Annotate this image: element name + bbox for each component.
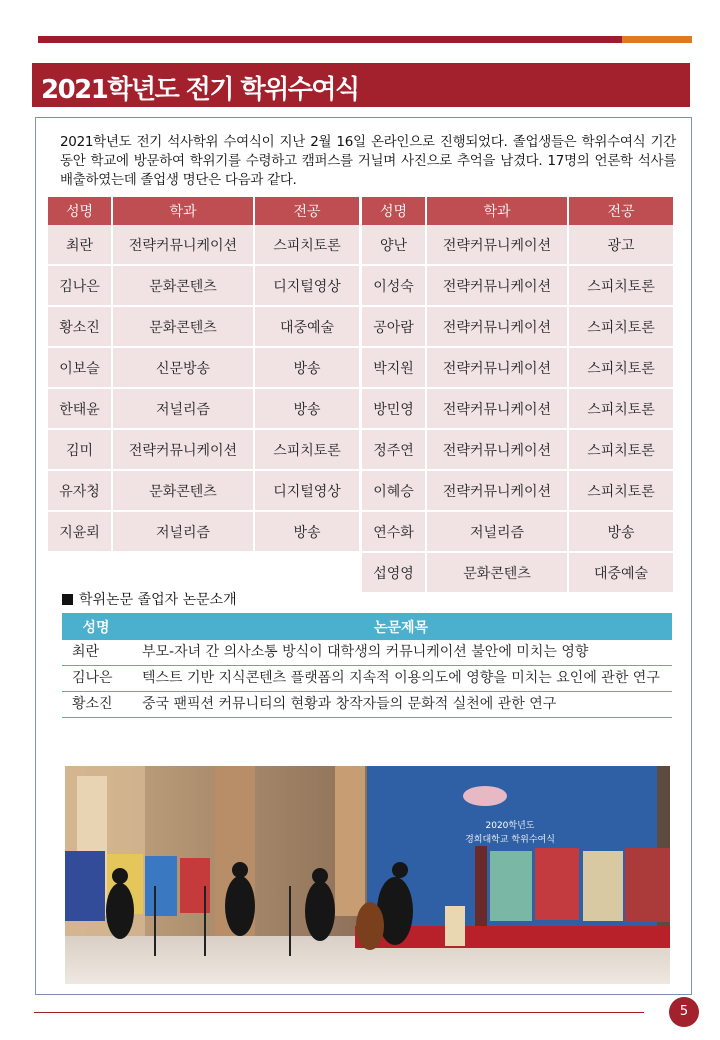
graduate-department: 전략커뮤니케이션: [427, 225, 569, 266]
graduate-department: 문화콘텐츠: [427, 553, 569, 594]
graduate-row: [48, 266, 359, 307]
graduate-major: 스피치토론: [569, 389, 673, 430]
graduate-name: 지윤뢰: [48, 512, 113, 553]
thesis-title: 부모-자녀 간 의사소통 방식이 대학생의 커뮤니케이션 불안에 미치는 영향: [130, 640, 672, 666]
graduate-major: 광고: [569, 225, 673, 266]
graduate-department: 신문방송: [113, 348, 255, 389]
column-header-name: 성명: [362, 197, 427, 225]
column-header-department: 학과: [113, 197, 255, 225]
thesis-header-row: [62, 613, 672, 640]
graduate-department: 전략커뮤니케이션: [427, 389, 569, 430]
graduate-name: 한태윤: [48, 389, 113, 430]
graduates-header-row: [48, 197, 359, 225]
graduate-major: 방송: [255, 389, 359, 430]
graduate-row: [362, 266, 673, 307]
graduate-major: 스피치토론: [255, 430, 359, 471]
graduate-major: 방송: [569, 512, 673, 553]
graduate-name: 양난: [362, 225, 427, 266]
thesis-author: 황소진: [62, 692, 130, 718]
graduate-name: 이보슬: [48, 348, 113, 389]
graduate-department: 전략커뮤니케이션: [113, 430, 255, 471]
graduate-row: [48, 389, 359, 430]
graduate-name: 박지원: [362, 348, 427, 389]
graduate-row: [362, 389, 673, 430]
graduate-department: 전략커뮤니케이션: [427, 430, 569, 471]
graduate-row: [48, 471, 359, 512]
graduate-major: 대중예술: [255, 307, 359, 348]
graduate-name: 섭영영: [362, 553, 427, 594]
page-number-badge: 5: [669, 997, 699, 1027]
graduates-header-row: [362, 197, 673, 225]
graduate-major: 스피치토론: [255, 225, 359, 266]
top-rule: [38, 36, 622, 43]
graduate-row: [48, 225, 359, 266]
graduates-table-left: [48, 197, 359, 553]
graduate-name: 방민영: [362, 389, 427, 430]
graduate-row: [362, 553, 673, 594]
column-header-department: 학과: [427, 197, 569, 225]
graduate-row: [48, 512, 359, 553]
graduate-row: [362, 430, 673, 471]
graduate-department: 문화콘텐츠: [113, 471, 255, 512]
graduate-major: 디지털영상: [255, 266, 359, 307]
graduate-major: 스피치토론: [569, 266, 673, 307]
thesis-table: [62, 613, 672, 718]
graduate-major: 스피치토론: [569, 430, 673, 471]
square-bullet-icon: [62, 594, 73, 605]
graduate-row: [48, 307, 359, 348]
thesis-author: 김나은: [62, 666, 130, 692]
graduate-row: [48, 348, 359, 389]
graduate-department: 전략커뮤니케이션: [113, 225, 255, 266]
graduate-row: [362, 307, 673, 348]
graduate-major: 방송: [255, 512, 359, 553]
graduate-name: 김미: [48, 430, 113, 471]
graduate-name: 정주연: [362, 430, 427, 471]
graduate-name: 이성숙: [362, 266, 427, 307]
column-header-name: 성명: [48, 197, 113, 225]
graduate-department: 전략커뮤니케이션: [427, 471, 569, 512]
thesis-title: 중국 팬픽션 커뮤니티의 현황과 창작자들의 문화적 실천에 관한 연구: [130, 692, 672, 718]
graduate-department: 전략커뮤니케이션: [427, 307, 569, 348]
graduate-name: 이혜승: [362, 471, 427, 512]
photo-banner-title: 경희대학교 학위수여식: [465, 835, 555, 845]
thesis-header-title: 논문제목: [130, 613, 672, 640]
graduate-department: 문화콘텐츠: [113, 307, 255, 348]
graduate-department: 저널리즘: [113, 512, 255, 553]
graduate-major: 방송: [255, 348, 359, 389]
column-header-major: 전공: [255, 197, 359, 225]
graduate-row: [362, 348, 673, 389]
thesis-row: [62, 640, 672, 666]
thesis-section-label: 학위논문 졸업자 논문소개: [79, 592, 237, 608]
graduate-major: 대중예술: [569, 553, 673, 594]
graduate-department: 전략커뮤니케이션: [427, 348, 569, 389]
column-header-major: 전공: [569, 197, 673, 225]
graduate-department: 저널리즘: [427, 512, 569, 553]
graduate-major: 스피치토론: [569, 307, 673, 348]
graduate-name: 최란: [48, 225, 113, 266]
graduate-name: 김나은: [48, 266, 113, 307]
top-rule-accent: [622, 36, 692, 43]
graduate-major: 스피치토론: [569, 348, 673, 389]
footer-rule: [34, 1012, 644, 1013]
thesis-section-heading: [62, 589, 237, 609]
thesis-header-name: 성명: [62, 613, 130, 640]
ceremony-photo: [65, 766, 670, 984]
graduate-major: 스피치토론: [569, 471, 673, 512]
thesis-title: 텍스트 기반 지식콘텐츠 플랫폼의 지속적 이용의도에 영향을 미치는 요인에 관한 연구: [130, 666, 672, 692]
graduate-department: 전략커뮤니케이션: [427, 266, 569, 307]
thesis-author: 최란: [62, 640, 130, 666]
graduate-row: [48, 430, 359, 471]
title-banner: [32, 63, 690, 107]
graduate-row: [362, 225, 673, 266]
photo-banner-year: 2020학년도: [485, 821, 535, 831]
page-title: 2021학년도 전기 학위수여식: [41, 75, 359, 105]
thesis-row: [62, 666, 672, 692]
graduate-major: 디지털영상: [255, 471, 359, 512]
intro-paragraph: 2021학년도 전기 석사학위 수여식이 지난 2월 16일 온라인으로 진행되었다. 졸업생들은 학위수여식 기간 동안 학교에 방문하여 학위기를 수령하고 캠퍼스를 거닐며 사진으로 추억을 남겼다. 17명의 언론학 석사를 배출하였는데 졸업생 명단은 다음과 같다.: [60, 134, 676, 188]
graduate-row: [362, 512, 673, 553]
graduates-table-right: [362, 197, 673, 594]
graduate-department: 문화콘텐츠: [113, 266, 255, 307]
graduate-name: 황소진: [48, 307, 113, 348]
graduate-name: 연수화: [362, 512, 427, 553]
graduate-name: 유자청: [48, 471, 113, 512]
graduate-row: [362, 471, 673, 512]
thesis-row: [62, 692, 672, 718]
graduate-name: 공아람: [362, 307, 427, 348]
graduate-department: 저널리즘: [113, 389, 255, 430]
